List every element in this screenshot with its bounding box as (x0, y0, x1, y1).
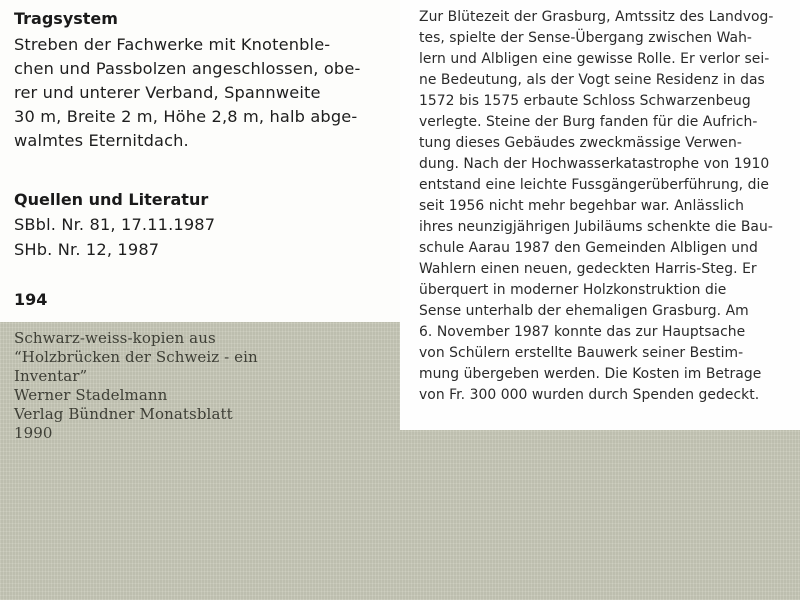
right-page-clipping (400, 0, 800, 430)
text-line: mung übergeben werden. Die Kosten im Betrage (419, 366, 762, 382)
text-line: Zur Blütezeit der Grasburg, Amtssitz des Landvog- (419, 9, 774, 25)
text-line: Sense unterhalb der ehemaligen Grasburg. Am (419, 303, 749, 319)
page-number: 194 (14, 290, 48, 309)
text-line: schule Aarau 1987 den Gemeinden Albligen und (419, 240, 758, 256)
caption-line: Werner Stadelmann (14, 386, 168, 404)
text-line: verlegte. Steine der Burg fanden für die Aufrich- (419, 114, 758, 130)
source-line: SBbl. Nr. 81, 17.11.1987 (14, 215, 216, 234)
text-line: überquert in moderner Holzkonstruktion die (419, 282, 727, 298)
text-line: tung dieses Gebäudes zweckmässige Verwen- (419, 135, 742, 151)
text-line: entstand eine leichte Fussgängerüberführung, die (419, 177, 769, 193)
text-line: ihres neunzigjährigen Jubiläums schenkte die Bau- (419, 219, 773, 235)
source-line: SHb. Nr. 12, 1987 (14, 240, 160, 259)
description-line: rer und unterer Verband, Spannweite (14, 83, 321, 102)
description-line: walmtes Eternitdach. (14, 131, 189, 150)
text-line: 1572 bis 1575 erbaute Schloss Schwarzenbeug (419, 93, 751, 109)
caption-line: “Holzbrücken der Schweiz - ein (14, 348, 258, 366)
text-line: 6. November 1987 konnte das zur Hauptsache (419, 324, 746, 340)
caption-line: Inventar” (14, 367, 88, 385)
text-line: von Schülern erstellte Bauwerk seiner Bestim- (419, 345, 744, 361)
text-line: tes, spielte der Sense-Übergang zwischen Wah- (419, 30, 752, 46)
left-page-clipping (0, 0, 400, 322)
section-title-tragsystem: Tragsystem (14, 9, 118, 28)
text-line: von Fr. 300 000 wurden durch Spenden gedeckt. (419, 387, 760, 403)
description-line: chen und Passbolzen angeschlossen, obe- (14, 59, 361, 78)
text-line: seit 1956 nicht mehr begehbar war. Anlässlich (419, 198, 744, 214)
text-line: Wahlern einen neuen, gedeckten Harris-Steg. Er (419, 261, 757, 277)
caption-line: Verlag Bündner Monatsblatt (14, 405, 233, 423)
text-line: dung. Nach der Hochwasserkatastrophe von 1910 (419, 156, 770, 172)
section-title-sources: Quellen und Literatur (14, 190, 209, 209)
description-line: 30 m, Breite 2 m, Höhe 2,8 m, halb abge- (14, 107, 358, 126)
caption-line: 1990 (14, 424, 53, 442)
description-line: Streben der Fachwerke mit Knotenble- (14, 35, 331, 54)
text-line: ne Bedeutung, als der Vogt seine Residenz in das (419, 72, 765, 88)
text-line: lern und Albligen eine gewisse Rolle. Er verlor sei- (419, 51, 770, 67)
caption-line: Schwarz-weiss-kopien aus (14, 329, 216, 347)
